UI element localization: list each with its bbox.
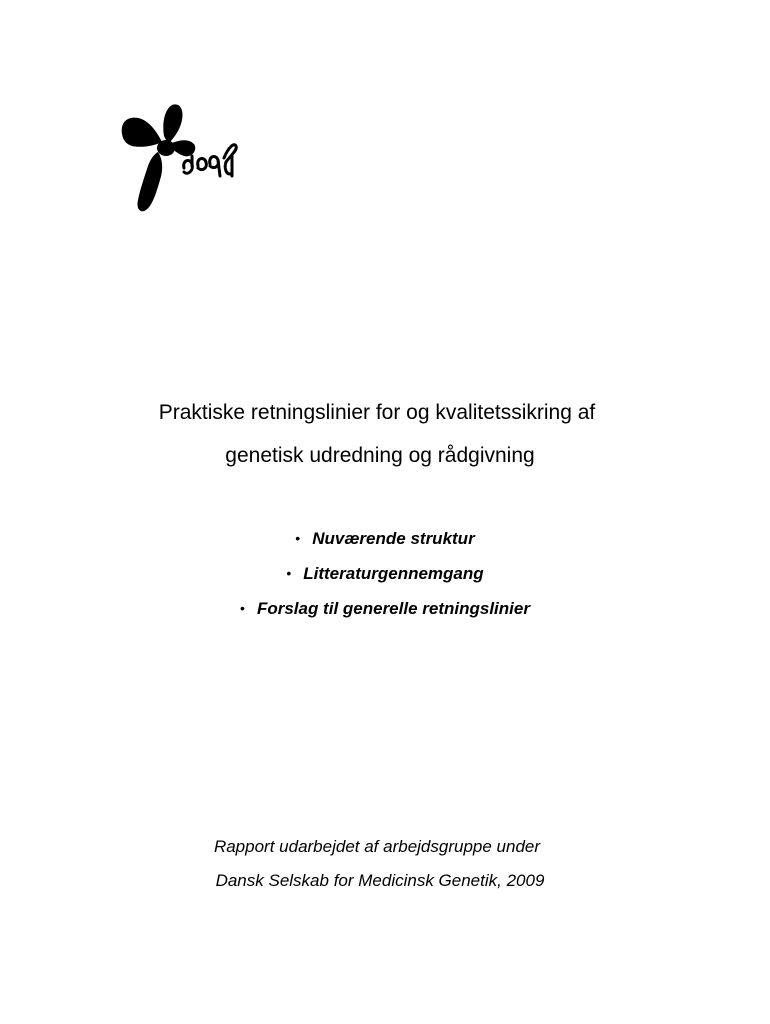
topic-label: Forslag til generelle retningslinier xyxy=(256,599,530,618)
list-item xyxy=(0,528,770,563)
list-item xyxy=(0,598,770,633)
flower-figure-icon xyxy=(118,102,244,216)
report-credit-line-2: Dansk Selskab for Medicinsk Genetik, 2009 xyxy=(215,871,545,890)
society-logo xyxy=(118,102,244,216)
list-item xyxy=(0,563,770,598)
topic-label: Litteraturgennemgang xyxy=(303,564,484,583)
report-title-line-1: Praktiske retningslinier for og kvalitetssikring af xyxy=(158,401,596,424)
topic-list xyxy=(0,528,770,633)
bullet-icon: • xyxy=(286,565,292,581)
bullet-icon: • xyxy=(240,600,245,616)
report-title-line-2: genetisk udredning og rådgivning xyxy=(225,444,535,467)
report-credit-line-1: Rapport udarbejdet af arbejdsgruppe under xyxy=(213,837,541,856)
topic-label: Nuværende struktur xyxy=(312,529,475,548)
bullet-icon: • xyxy=(295,530,301,546)
